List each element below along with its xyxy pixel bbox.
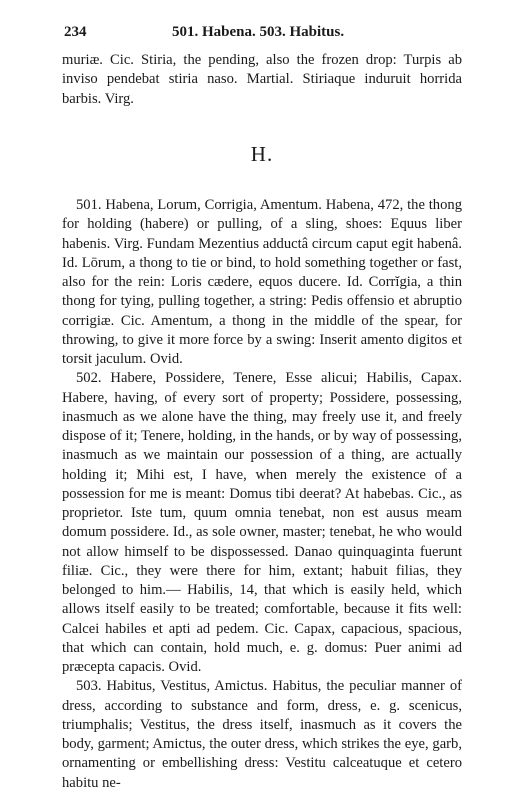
entry-502: 502. Habere, Possidere, Tenere, Esse alicui; Habilis, Capax. Habere, having, of every sort of property; Possidere, possessing, inasmuch as we alone have the thing, may freely use it, and freely dispose of it; Tenere, holding, in the hands, or by way of possessing, inasmuch as we maintain our possession of a thing, are actually holding it; Mihi est, I have, when merely the existence of a possession for me is meant: Domus tibi deerat? At habebas. Cic., as proprietor. Iste tum, quum omnia tenebat, non est ausus meam domum possidere. Id., as sole owner, master; tenebat, he who would not allow himself to be dispossessed. Danao quinquaginta fuerunt filiæ. Cic., they were there for him, extant; habuit filias, they belonged to him.— Habilis, 14, that which is easily held, which allows itself easily to be treated; comfortable, because it fits well: Calcei habiles et apti ad pedem. Cic. Capax, capacious, spacious, that which can contain, hold much, e. g. domus: Puer animi ad præcepta capacis. Ovid. xyxy=(62,370,462,675)
continuation-paragraph: muriæ. Cic. Stiria, the pending, also the frozen drop: Turpis ab inviso pendebat stiria naso. Martial. Stiriaque induruit horrida barbis. Virg. xyxy=(62,52,462,107)
book-page xyxy=(62,22,462,793)
entry-503: 503. Habitus, Vestitus, Amictus. Habitus, the peculiar manner of dress, according to substance and form, dress, e. g. scenicus, triumphalis; Vestitus, the dress itself, inasmuch as it covers the body, garment; Amictus, the outer dress, which strikes the eye, garb, ornamenting or embellishing dress: Vestitu calceatuque et cetero habitu ne- xyxy=(62,678,462,791)
entry-501: 501. Habena, Lorum, Corrigia, Amentum. Habena, 472, the thong for holding (habere) or pulling, of a sling, shoes: Equus liber habenis. Virg. Fundam Mezentius adductâ circum caput egit habenâ. Id. Lōrum, a thong to tie or bind, to hold something together or fast, also for the rein: Loris cædere, equos ducere. Id. Corrĭgia, a thin thong for tying, pulling together, a string: Pedis offensio et abruptio corrigiæ. Cic. Amentum, a thong in the middle of the spear, for throwing, to give it more force by a swing: Inserit amento digitos et torsit jaculum. Ovid. xyxy=(62,197,462,367)
page-number: 234 xyxy=(64,24,87,40)
running-head xyxy=(62,22,462,44)
running-head-title: 501. Habena. 503. Habitus. xyxy=(172,24,345,40)
section-letter-heading: H. xyxy=(250,141,274,166)
body-text xyxy=(62,51,462,793)
